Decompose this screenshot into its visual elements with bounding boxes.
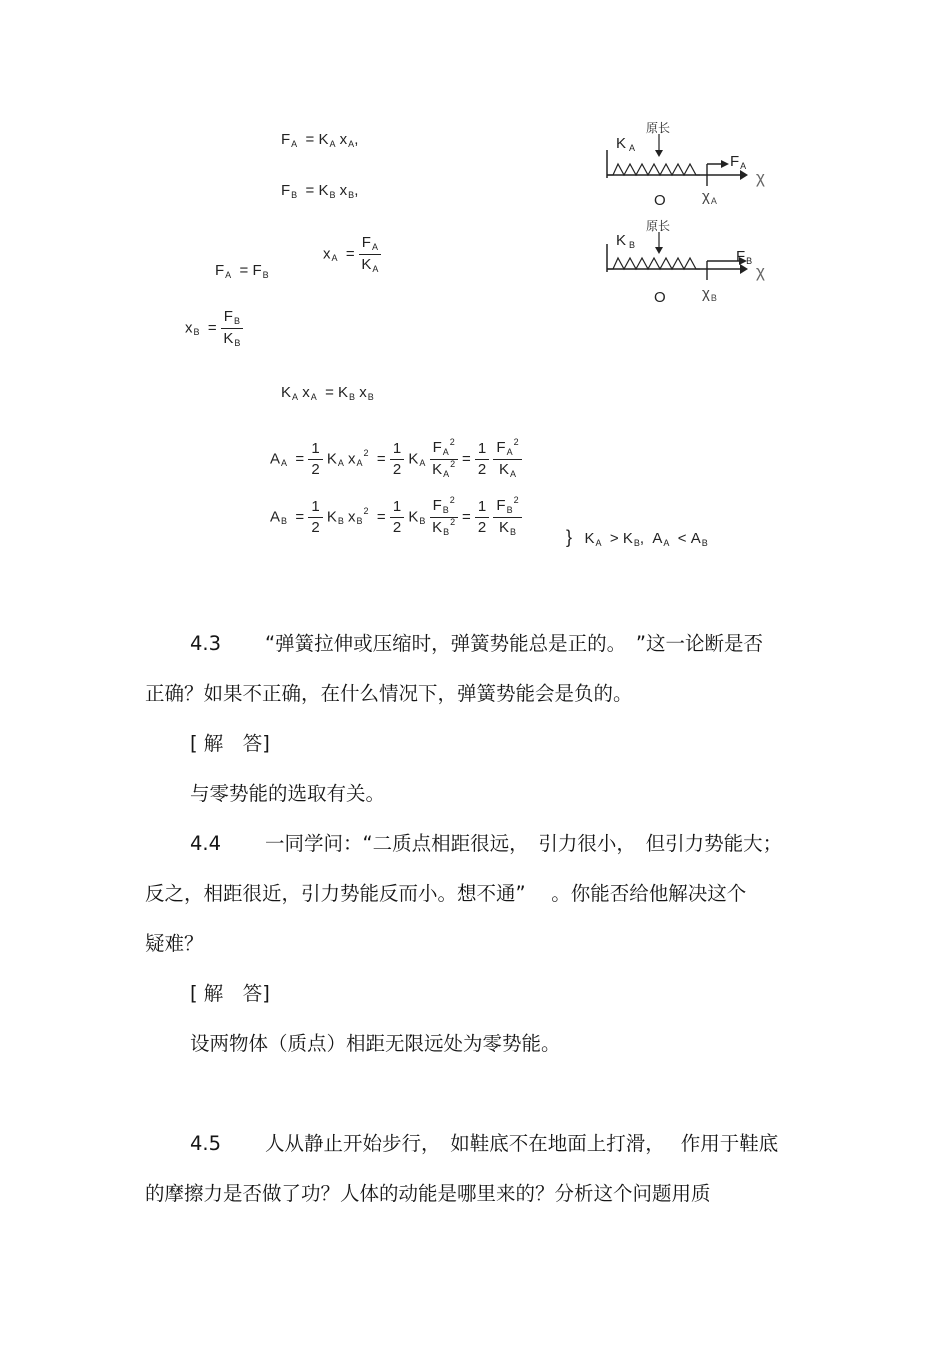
spring-a-label: K $_A$ (616, 135, 636, 153)
spring-b-label: K $_B$ (616, 232, 636, 250)
force-a-label: $F_A$ (730, 153, 747, 171)
origin-a-label: O (654, 192, 666, 209)
natural-length-b-arrow-icon (655, 247, 663, 254)
position-a-label: $\chi_A$ (702, 188, 717, 206)
spring-a-coil (607, 164, 700, 175)
force-a-arrow-icon (721, 160, 729, 168)
equation-energy-a: $A_A$ = $\frac{1}{2}$ $K_A$ $x_A^2$ = $\frac{1}{2}$ $K_A$ $\frac{F_A^2}{K_A^2}$ = $\frac{1}{2}$ $\frac{F_A^2}{K_A}$ (270, 438, 522, 481)
question-4-5-line2: 的摩擦力是否做了功？人体的动能是哪里来的？分析这个问题用质 (145, 1182, 711, 1205)
position-b-label: $\chi_B$ (702, 285, 717, 303)
equation-xb-fraction: $x_B$ = $\frac{F_B}{K_B}$ (185, 307, 243, 350)
natural-length-b-label: 原长 (646, 219, 671, 233)
question-4-4-number: 4.4 (190, 832, 222, 855)
question-4-4-line2: 反之，相距很近，引力势能反而小。想不通” 。你能否给他解决这个 (145, 882, 747, 905)
question-4-4-line3: 疑难？ (145, 932, 204, 955)
origin-b-label: O (654, 289, 666, 306)
equation-conclusion: } $K_A > K_B$, $A_A < A_B$ (566, 527, 708, 548)
question-4-5-number: 4.5 (190, 1132, 222, 1155)
spring-diagram (590, 112, 790, 312)
equation-forces-equal: $F_A = F_B$ (215, 262, 269, 280)
question-4-5-line1: 4.5 人从静止开始步行， 如鞋底不在地面上打滑， 作用于鞋底 (190, 1132, 779, 1155)
question-4-3-line1: 4.3 “弹簧拉伸或压缩时，弹簧势能总是正的。 ”这一论断是否 (190, 632, 763, 655)
question-4-4-line1: 4.4 一同学问：“二质点相距很远， 引力很小， 但引力势能大； (190, 832, 783, 855)
spring-b-coil (607, 258, 700, 269)
equation-kx-equal: $K_A$ $x_A = K_B$ $x_B$ (281, 384, 374, 402)
spring-a-diagram (607, 121, 765, 209)
answer-4-3-label: [ 解 答] (190, 732, 270, 755)
equation-fb-hooke: $F_B = K_B$ $x_B$, (281, 182, 359, 200)
equation-fa-hooke: $F_A = K_A$ $x_A$, (281, 131, 359, 149)
axis-a-label: χ (756, 168, 765, 187)
answer-4-3-text: 与零势能的选取有关。 (190, 782, 386, 805)
equation-xa-fraction: $x_A$ = $\frac{F_A}{K_A}$ (323, 233, 381, 276)
natural-length-a-arrow-icon (655, 150, 663, 157)
natural-length-a-label: 原长 (646, 121, 671, 135)
answer-4-4-text: 设两物体（质点）相距无限远处为零势能。 (190, 1032, 561, 1055)
force-b-label: $F_B$ (736, 248, 753, 266)
question-4-3-line2: 正确？如果不正确，在什么情况下，弹簧势能会是负的。 (145, 682, 633, 705)
equation-energy-b: $A_B$ = $\frac{1}{2}$ $K_B$ $x_B^2$ = $\frac{1}{2}$ $K_B$ $\frac{F_B^2}{K_B^2}$ = $\frac{1}{2}$ $\frac{F_B^2}{K_B}$ (270, 496, 522, 539)
axis-a-arrow-icon (740, 170, 748, 180)
spring-b-diagram (607, 219, 765, 306)
question-4-3-number: 4.3 (190, 632, 222, 655)
answer-4-4-label: [ 解 答] (190, 982, 270, 1005)
axis-b-label: χ (756, 262, 765, 281)
